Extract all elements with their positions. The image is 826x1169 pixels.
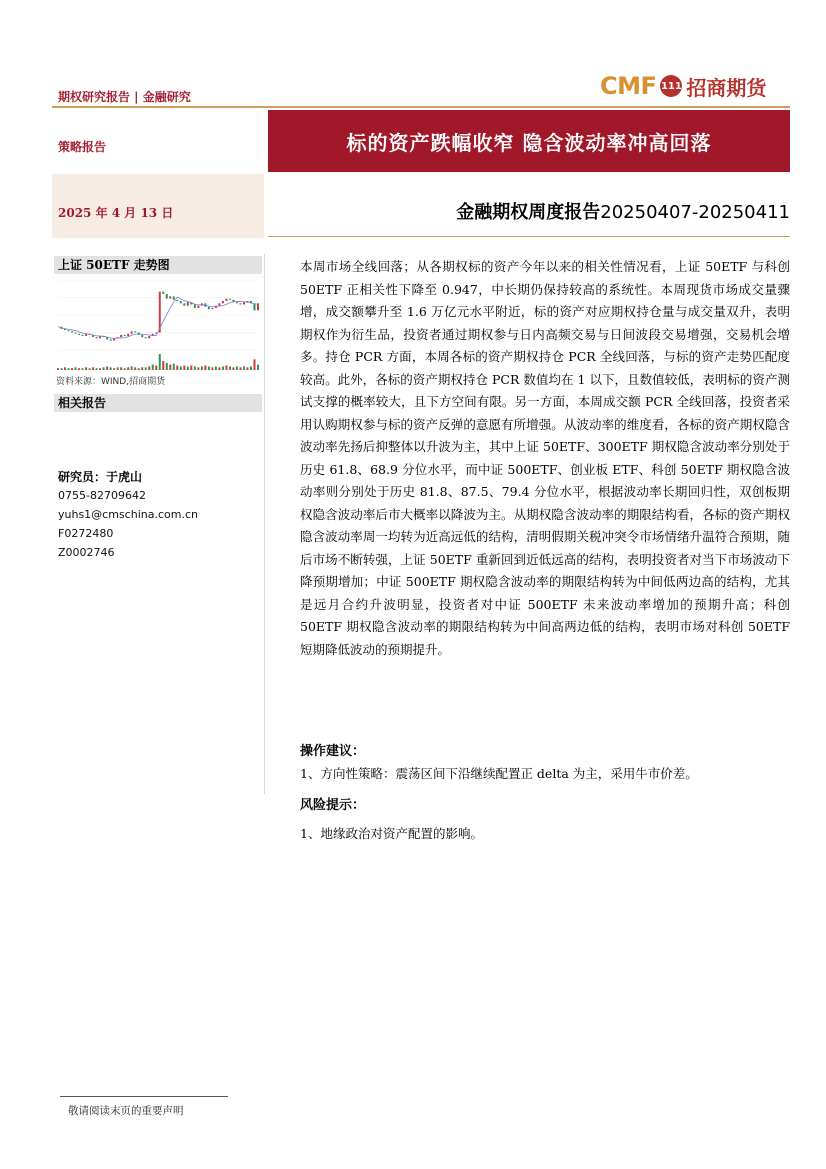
chart-volume-bar (117, 367, 119, 370)
chart-candle (229, 299, 231, 300)
chart-volume-bar (71, 368, 73, 370)
footer-divider (60, 1096, 228, 1097)
chart-candle (173, 296, 175, 300)
column-divider (264, 254, 265, 794)
chart-volume-bar (253, 359, 255, 370)
chart-candle (145, 337, 147, 338)
analyst-license-z: Z0002746 (58, 546, 115, 559)
chart-volume-bar (82, 368, 84, 370)
chart-candle (197, 306, 199, 308)
chart-candle (187, 302, 189, 306)
ops-item: 1、方向性策略：震荡区间下沿继续配置正 delta 为主，采用牛市价差。 (300, 766, 698, 781)
chart-volume-bar (78, 368, 80, 370)
chart-candle (68, 330, 70, 331)
analyst-name: 研究员：于虎山 (58, 470, 143, 484)
chart-volume-bar (85, 367, 87, 370)
subtitle-period: 20250407-20250411 (600, 202, 790, 223)
logo-cmf-text: CMF (600, 72, 657, 100)
etf-chart (54, 276, 262, 372)
footer-notice: 敬请阅读末页的重要声明 (68, 1105, 184, 1117)
chart-volume-bar (211, 367, 213, 370)
chart-volume-bar (201, 366, 203, 370)
chart-volume-bar (180, 366, 182, 370)
chart-volume-bar (89, 368, 91, 370)
report-title: 标的资产跌幅收窄 隐含波动率冲高回落 (268, 110, 790, 172)
chart-volume-bar (222, 366, 224, 370)
chart-volume-bar (152, 365, 154, 370)
chart-volume-bar (127, 367, 129, 370)
summary-paragraph: 本周市场全线回落；从各期权标的资产今年以来的相关性情况看，上证 50ETF 与科创 50ETF 正相关性下降至 0.947，中长期仍保持较高的系统性。本周现货市场成交量骤增，成交额攀升至 1.6 万亿元水平附近，标的资产对应期权持仓量与成交量双升，表明期权作为衍生品，投资者通过期权参与日内高频交易与日间波段交易增强，交易机会增多。持仓 PCR 方面，本周各标的资产期权持仓 PCR 全线回落，与标的资产走势匹配度较高。此外，各标的资产期权持仓 PCR 数值均在 1 以下，且数值较低，表明标的资产测试支撑的概率较大，且下方空间有限。另一方面，本周成交额 PCR 全线回落，投资者采用认购期权参与标的资产反弹的意愿有所增强。从波动率的维度看，各标的资产期权隐含波动率先扬后抑整体以升波为主，其中上证 50ETF、300ETF 期权隐含波动率分别处于历史 61.8、68.9 分位水平，而中证 500ETF、创业板 ETF、科创 50ETF 期权隐含波动率则分别处于历史 81.8、87.5、79.4 分位水平，根据波动率长期回归性，双创板期权隐含波动率后市大概率以降波为主。从期权隐含波动率的期限结构看，各标的资产期权隐含波动率周一均转为近高远低的结构，清明假期关税冲突令市场情绪升温符合预期，随后市场不断转强，上证 50ETF 重新回到近低远高的结构，表明投资者对当下市场波动下降预期增加；中证 500ETF 期权隐含波动率的期限结构转为中间低两边高的结构，尤其是远月合约升波明显，投资者对中证 500ETF 未来波动率增加的预期升高；科创 50ETF 期权隐含波动率的期限结构转为中间高两边低的结构，表明市场对科创 50ETF 短期降低波动的预期提升。 (300, 259, 790, 657)
chart-candle (96, 337, 98, 338)
chart-candle (82, 335, 84, 336)
chart-volume-bar (190, 366, 192, 370)
chart-candle (64, 329, 66, 330)
chart-volume-bar (148, 366, 150, 370)
chart-candle (166, 294, 168, 299)
chart-volume-bar (169, 365, 171, 370)
chart-candle (71, 331, 73, 332)
chart-volume-bar (106, 366, 108, 370)
chart-volume-bar (183, 366, 185, 370)
chart-candle (162, 292, 164, 294)
chart-candle (183, 303, 185, 305)
chart-candle (211, 308, 213, 309)
chart-volume-bar (92, 367, 94, 370)
chart-volume-bar (103, 367, 105, 370)
chart-ma-line (58, 297, 258, 338)
chart-candle (131, 331, 133, 333)
report-date: 2025 年 4 月 13 日 (58, 206, 174, 220)
chart-volume-bar (75, 367, 77, 370)
chart-volume-bar (134, 367, 136, 370)
chart-volume-bar (243, 366, 245, 370)
chart-candle (180, 301, 182, 303)
header-breadcrumb: 期权研究报告 | 金融研究 (58, 90, 191, 104)
chart-volume-bar (159, 354, 161, 370)
chart-volume-bar (64, 367, 66, 370)
chart-volume-bar (155, 366, 157, 370)
subtitle-cn: 金融期权周度报告 (456, 202, 601, 223)
chart-volume-bar (176, 366, 178, 370)
chart-candle (141, 335, 143, 337)
chart-candle (148, 336, 150, 338)
ops-heading: 操作建议： (300, 744, 366, 759)
chart-volume-bar (194, 366, 196, 370)
chart-volume-bar (57, 368, 59, 370)
chart-volume-bar (250, 366, 252, 370)
analyst-phone: 0755-82709642 (58, 489, 146, 502)
chart-candle (194, 305, 196, 309)
chart-volume-bar (229, 366, 231, 370)
chart-heading: 上证 50ETF 走势图 (54, 256, 262, 274)
chart-volume-bar (187, 366, 189, 370)
chart-volume-bar (225, 366, 227, 370)
chart-source: 资料来源：WIND,招商期货 (56, 377, 166, 387)
chart-volume-bar (215, 366, 217, 370)
chart-volume-bar (120, 367, 122, 370)
chart-candle (169, 296, 171, 298)
chart-volume-bar (166, 363, 168, 370)
chart-candle (239, 303, 241, 304)
chart-volume-bar (218, 367, 220, 370)
chart-volume-bar (138, 368, 140, 370)
chart-volume-bar (68, 368, 70, 370)
chart-volume-bar (141, 367, 143, 370)
chart-candle (236, 302, 238, 303)
chart-volume-bar (162, 361, 164, 370)
chart-candle (75, 333, 77, 334)
risk-heading: 风险提示： (300, 798, 366, 813)
header-divider (52, 106, 790, 108)
report-category: 策略报告 (58, 140, 107, 154)
chart-volume-bar (131, 366, 133, 370)
risk-item: 1、地缘政治对资产配置的影响。 (300, 826, 483, 841)
chart-candle (208, 307, 210, 309)
chart-candle (218, 303, 220, 305)
subtitle-divider (268, 236, 790, 237)
chart-candle (124, 335, 126, 336)
chart-volume-bar (232, 367, 234, 370)
chart-volume-bar (246, 367, 248, 370)
related-reports-heading: 相关报告 (54, 394, 262, 412)
chart-candle (134, 331, 136, 332)
chart-volume-bar (208, 366, 210, 370)
chart-volume-bar (99, 368, 101, 370)
chart-candle (120, 335, 122, 337)
chart-volume-bar (173, 364, 175, 370)
chart-volume-bar (110, 367, 112, 370)
logo-badge-icon: 111 (660, 75, 682, 97)
chart-volume-bar (257, 365, 259, 370)
chart-volume-bar (197, 367, 199, 370)
chart-candle (110, 340, 112, 341)
chart-volume-bar (239, 367, 241, 370)
report-subtitle (380, 198, 790, 224)
chart-volume-bar (96, 368, 98, 370)
chart-candle (78, 334, 80, 335)
chart-candle (222, 301, 224, 303)
chart-volume-bar (124, 368, 126, 370)
analyst-license-f: F0272480 (58, 527, 114, 540)
chart-volume-bar (61, 368, 63, 370)
chart-candle (243, 302, 245, 304)
chart-candle (127, 334, 129, 336)
analyst-email[interactable]: yuhs1@cmschina.com.cn (58, 508, 198, 521)
chart-candle (225, 299, 227, 301)
chart-volume-bar (113, 368, 115, 370)
company-logo (600, 70, 766, 102)
chart-volume-bar (236, 366, 238, 370)
logo-cn-text: 招商期货 (686, 75, 767, 100)
chart-volume-bar (145, 367, 147, 370)
etf-chart-svg (54, 276, 262, 372)
chart-volume-bar (204, 366, 206, 370)
chart-candle (176, 300, 178, 301)
